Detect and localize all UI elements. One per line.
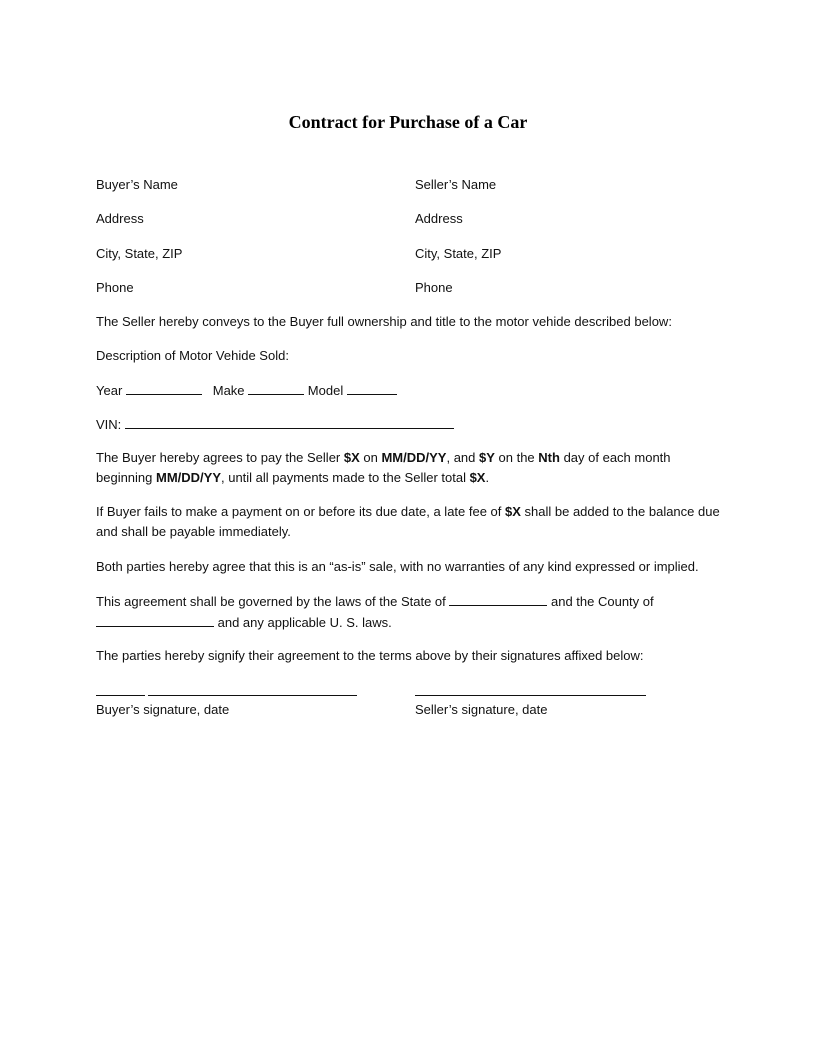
payment-paragraph — [96, 448, 726, 488]
payment-text-5: day of each month beginning — [96, 450, 671, 485]
party-row-name — [96, 175, 497, 195]
buyer-signature-label: Buyer’s signature, date — [96, 702, 230, 717]
payment-day: Nth — [538, 450, 560, 465]
seller-phone-label: Phone — [415, 280, 453, 295]
vin-blank[interactable] — [125, 414, 454, 429]
make-blank[interactable] — [248, 380, 304, 395]
start-date: MM/DD/YY — [156, 470, 221, 485]
late-fee-text-1: If Buyer fails to make a payment on or before its due date, a late fee of — [96, 504, 506, 519]
vin-row — [96, 414, 454, 435]
payment-text-2: on — [359, 450, 382, 465]
description-label: Description of Motor Vehide Sold: — [96, 348, 289, 363]
governing-text-3: and any applicable U. S. laws. — [214, 615, 392, 630]
payment-text-1: The Buyer hereby agrees to pay the Seller — [96, 450, 344, 465]
as-is-paragraph: Both parties hereby agree that this is an “as-is” sale, with no warranties of any kind expressed or implied. — [96, 559, 699, 574]
governing-text-1: This agreement shall be governed by the laws of the State of — [96, 594, 450, 609]
seller-signature-line[interactable] — [415, 695, 646, 696]
governing-paragraph — [96, 591, 726, 633]
payment-amount: $X — [343, 450, 360, 465]
vin-label: VIN: — [96, 417, 122, 432]
party-row-city — [96, 244, 502, 264]
buyer-date-line[interactable] — [96, 695, 145, 696]
payment-text-4: on the — [494, 450, 539, 465]
party-row-phone — [96, 278, 453, 298]
buyer-city-label: City, State, ZIP — [96, 246, 183, 261]
model-label: Model — [307, 383, 344, 398]
buyer-name-label: Buyer’s Name — [96, 177, 178, 192]
governing-text-2: and the County of — [547, 594, 654, 609]
payment-text-7: . — [485, 470, 490, 485]
payment-text-3: , and — [446, 450, 479, 465]
model-blank[interactable] — [347, 380, 397, 395]
late-fee-amount: $X — [505, 504, 521, 519]
late-fee-text-2: shall be added to the balance due and shall be payable immediately. — [96, 504, 720, 539]
year-label: Year — [96, 383, 123, 398]
seller-name-label: Seller’s Name — [415, 177, 497, 192]
buyer-signature-line[interactable] — [148, 695, 357, 696]
late-fee-paragraph — [96, 502, 726, 542]
buyer-phone-label: Phone — [96, 280, 134, 295]
seller-address-label: Address — [415, 211, 463, 226]
vehicle-details-row — [96, 380, 397, 401]
make-label: Make — [212, 383, 245, 398]
total-amount: $X — [469, 470, 486, 485]
buyer-address-label: Address — [96, 211, 144, 226]
party-row-address — [96, 209, 463, 229]
signify-paragraph: The parties hereby signify their agreement to the terms above by their signatures affixed below: — [96, 648, 644, 663]
year-blank[interactable] — [126, 380, 202, 395]
conveyance-text: The Seller hereby conveys to the Buyer full ownership and title to the motor vehide described below: — [96, 314, 672, 329]
county-blank[interactable] — [96, 612, 214, 627]
seller-signature-label: Seller’s signature, date — [415, 702, 548, 717]
seller-city-label: City, State, ZIP — [415, 246, 502, 261]
page-title: Contract for Purchase of a Car — [288, 112, 528, 132]
signature-labels — [96, 700, 548, 720]
monthly-amount: $Y — [479, 450, 495, 465]
payment-text-6: , until all payments made to the Seller total — [221, 470, 470, 485]
payment-date: MM/DD/YY — [381, 450, 447, 465]
state-blank[interactable] — [449, 591, 547, 606]
